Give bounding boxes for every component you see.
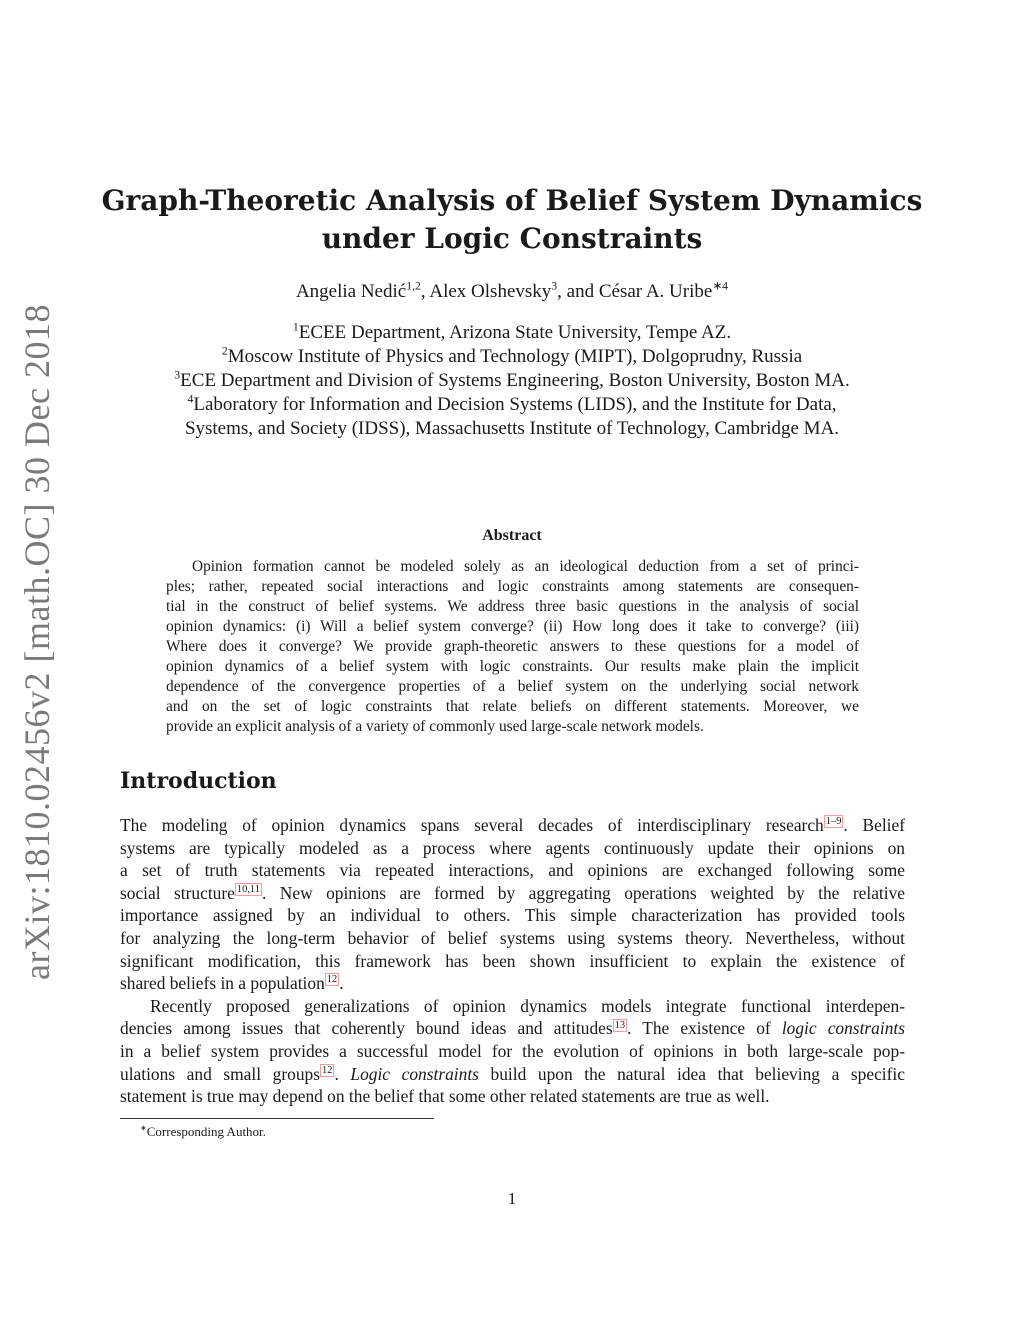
title-line-1: Graph-Theoretic Analysis of Belief System Dynamics (101, 184, 923, 217)
arxiv-side-label (14, 304, 60, 980)
paper-title (100, 182, 924, 258)
intro-line: a set of truth statements via repeated interactions, and opinions are exchanged following some (120, 860, 905, 881)
author-3-affil: ∗4 (712, 279, 729, 293)
affiliation-4-cont (100, 417, 924, 441)
abstract-line: provide an explicit analysis of a variety of commonly used large-scale network models. (166, 718, 704, 735)
affiliation-mark: 4 (187, 392, 194, 406)
author-1: Angelia Nedić (295, 281, 407, 302)
intro-text: . New opinions are formed by aggregating operations weighted by the relative (261, 882, 905, 903)
footnote-rule (120, 1118, 434, 1119)
affiliation-text: ECE Department and Division of Systems Engineering, Boston University, Boston MA. (180, 370, 850, 391)
abstract-line: Opinion formation cannot be modeled solely as an ideological deduction from a set of princi- (192, 558, 859, 575)
citation-link[interactable]: 13 (614, 1019, 626, 1031)
citation-link[interactable]: 12 (322, 1064, 333, 1076)
intro-text: . (334, 1063, 351, 1084)
abstract-line: Where does it converge? We provide graph-theoretic answers to these questions for a model of (166, 638, 859, 655)
intro-line: importance assigned by an individual to others. This simple characterization has provided tools (120, 905, 905, 926)
author-2: , Alex Olshevsky (420, 281, 552, 302)
intro-text: The modeling of opinion dynamics spans several decades of interdisciplinary research (120, 815, 824, 835)
intro-text: . (339, 973, 344, 994)
intro-line (120, 814, 905, 837)
intro-line: for analyzing the long-term behavior of belief systems using systems theory. Nevertheless, without (120, 927, 905, 948)
abstract-body (166, 557, 859, 737)
affiliation-text: Moscow Institute of Physics and Technology (MIPT), Dolgoprudny, Russia (227, 346, 803, 367)
affiliation-4 (100, 393, 924, 417)
intro-line: significant modification, this framework has been shown insufficient to explain the existence of (120, 950, 905, 971)
affiliation-1 (100, 321, 924, 345)
affiliation-text: Systems, and Society (IDSS), Massachusetts Institute of Technology, Cambridge MA. (184, 418, 840, 439)
abstract-line: opinion dynamics of a belief system with logic constraints. Our results make plain the implicit (166, 658, 859, 675)
abstract-line: ples; rather, repeated social interactions and logic constraints among statements are consequen- (166, 578, 859, 595)
intro-emphasis: logic constraints (781, 1018, 905, 1039)
affiliations (100, 321, 924, 441)
abstract-heading: Abstract (482, 527, 542, 544)
footnote-text: Corresponding Author. (146, 1124, 266, 1139)
abstract-line: dependence of the convergence properties of a belief system on the underlying social network (166, 678, 859, 695)
arxiv-identifier: arXiv:1810.02456v2 [math.OC] 30 Dec 2018 (17, 304, 57, 980)
footnote (140, 1124, 266, 1140)
intro-text: build upon the natural idea that believing a specific (478, 1063, 905, 1084)
affiliation-3 (100, 369, 924, 393)
intro-emphasis: Logic constraints (350, 1063, 479, 1084)
author-2-affil: 3 (551, 279, 558, 293)
intro-line: in a belief system provides a successful model for the evolution of opinions in both large-scale pop- (120, 1040, 905, 1061)
abstract-line: and on the set of logic constraints that relate beliefs on different statements. Moreover, we (166, 698, 859, 715)
affiliation-mark: 3 (174, 368, 181, 382)
affiliation-2 (100, 345, 924, 369)
intro-text: shared beliefs in a population (120, 973, 325, 994)
intro-line: statement is true may depend on the belief that some other related statements are true as well. (120, 1086, 770, 1107)
footnote-mark: ∗ (140, 1123, 147, 1133)
intro-line (120, 882, 905, 905)
intro-line (120, 1063, 905, 1086)
intro-line: Recently proposed generalizations of opinion dynamics models integrate functional interdepen- (150, 995, 905, 1016)
citation-link[interactable]: 1–9 (825, 816, 842, 828)
affiliation-mark: 2 (221, 344, 228, 358)
affiliation-mark: 1 (292, 320, 299, 334)
intro-text: . Belief (843, 815, 905, 835)
affiliation-text: Laboratory for Information and Decision Systems (LIDS), and the Institute for Data, (193, 394, 837, 415)
author-1-affil: 1,2 (406, 279, 421, 293)
intro-line (120, 972, 905, 995)
affiliation-text: ECEE Department, Arizona State University, Tempe AZ. (298, 322, 732, 343)
title-line-2: under Logic Constraints (321, 222, 703, 255)
intro-text: . The existence of (627, 1018, 782, 1039)
intro-text: dencies among issues that coherently bound ideas and attitudes (120, 1018, 613, 1039)
intro-text: social structure (120, 882, 235, 903)
abstract-line: tial in the construct of belief systems. We address three basic questions in the analysis of social (166, 598, 859, 615)
author-list (100, 281, 924, 303)
page-number: 1 (507, 1189, 517, 1208)
citation-link[interactable]: 10,11 (236, 883, 260, 895)
intro-line (120, 1017, 905, 1040)
citation-link[interactable]: 12 (326, 974, 338, 986)
author-3: , and César A. Uribe (557, 281, 713, 302)
intro-text: ulations and small groups (120, 1063, 321, 1084)
introduction-body (120, 814, 905, 1108)
intro-line: systems are typically modeled as a process where agents continuously update their opinions on (120, 837, 905, 858)
abstract-line: opinion dynamics: (i) Will a belief system converge? (ii) How long does it take to converge? (iii) (166, 618, 859, 635)
section-heading-introduction: Introduction (120, 768, 277, 794)
